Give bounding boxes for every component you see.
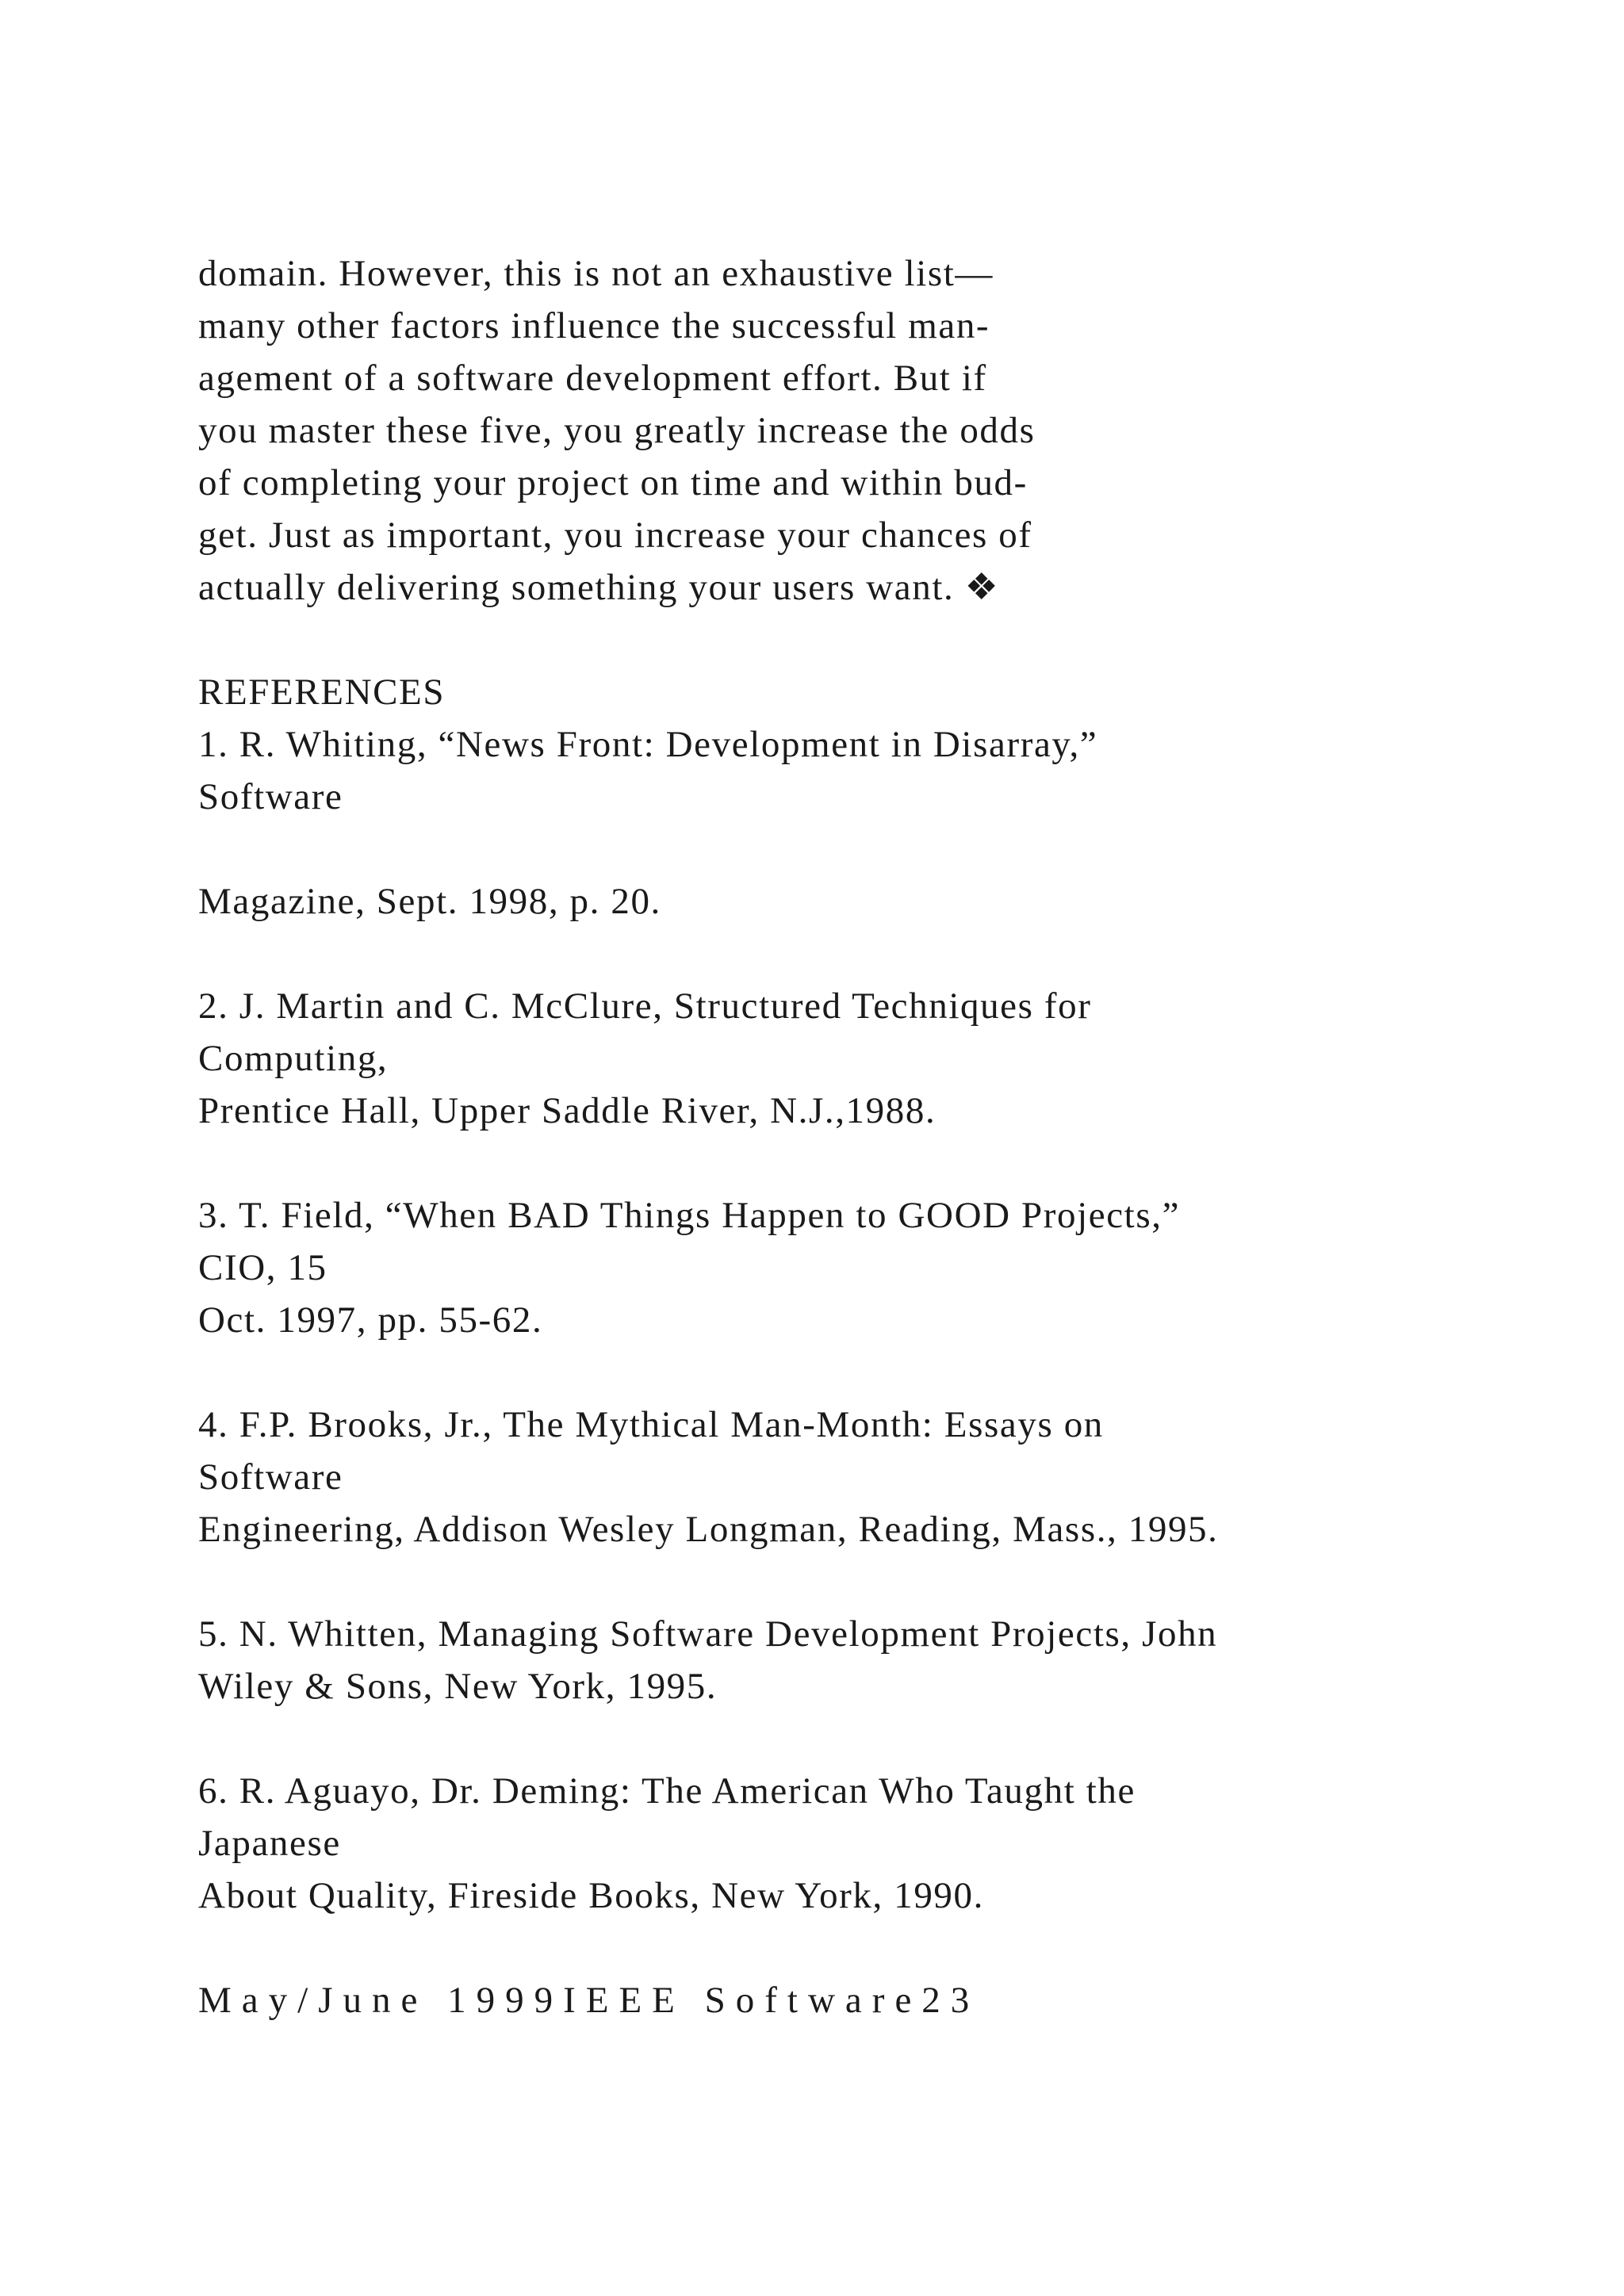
reference-line: 1. R. Whiting, “News Front: Development in Disarray,” <box>198 724 1098 765</box>
spacer <box>198 1712 1594 1765</box>
reference-item-6 <box>198 1765 1594 1922</box>
spacer <box>198 1346 1594 1399</box>
reference-line: Software <box>198 1456 343 1498</box>
references-heading: REFERENCES <box>198 672 446 713</box>
reference-line: Magazine, Sept. 1998, p. 20. <box>198 881 661 922</box>
reference-item-1 <box>198 718 1594 928</box>
paragraph-line: you master these five, you greatly increase the odds <box>198 410 1036 451</box>
paragraph-line: get. Just as important, you increase your chances of <box>198 515 1032 556</box>
reference-item-2 <box>198 980 1594 1137</box>
reference-item-5 <box>198 1608 1594 1712</box>
document-text <box>198 247 1594 2026</box>
page-footer: May/June 1999IEEE Software23 <box>198 1980 980 2021</box>
reference-line: Oct. 1997, pp. 55-62. <box>198 1299 543 1341</box>
reference-line: 5. N. Whitten, Managing Software Development Projects, John <box>198 1613 1218 1655</box>
spacer <box>198 614 1594 666</box>
reference-line: CIO, 15 <box>198 1247 327 1288</box>
spacer <box>198 1556 1594 1608</box>
reference-line: Japanese <box>198 1823 341 1864</box>
spacer <box>198 928 1594 980</box>
references-section <box>198 666 1594 1922</box>
reference-line: 6. R. Aguayo, Dr. Deming: The American Who Taught the <box>198 1770 1136 1812</box>
spacer <box>198 823 1594 875</box>
reference-line: 4. F.P. Brooks, Jr., The Mythical Man-Month: Essays on <box>198 1404 1104 1445</box>
paragraph-line: agement of a software development effort. But if <box>198 358 987 399</box>
reference-line: Software <box>198 776 343 817</box>
spacer <box>198 1922 1594 1974</box>
reference-line: Computing, <box>198 1038 389 1079</box>
paragraph-line: of completing your project on time and within bud- <box>198 462 1028 503</box>
reference-item-3 <box>198 1189 1594 1346</box>
reference-line: Engineering, Addison Wesley Longman, Reading, Mass., 1995. <box>198 1509 1219 1550</box>
paragraph-line: domain. However, this is not an exhaustive list— <box>198 253 994 294</box>
reference-line: 2. J. Martin and C. McClure, Structured Techniques for <box>198 985 1092 1027</box>
reference-line: 3. T. Field, “When BAD Things Happen to GOOD Projects,” <box>198 1195 1181 1236</box>
body-paragraph <box>198 247 1594 614</box>
paragraph-line: many other factors influence the successful man- <box>198 305 990 346</box>
reference-item-4 <box>198 1399 1594 1556</box>
reference-line: About Quality, Fireside Books, New York, 1990. <box>198 1875 984 1916</box>
reference-line: Prentice Hall, Upper Saddle River, N.J.,1988. <box>198 1090 936 1131</box>
paragraph-line: actually delivering something your users want. ❖ <box>198 567 1000 608</box>
spacer <box>198 1137 1594 1189</box>
reference-line: Wiley & Sons, New York, 1995. <box>198 1666 718 1707</box>
